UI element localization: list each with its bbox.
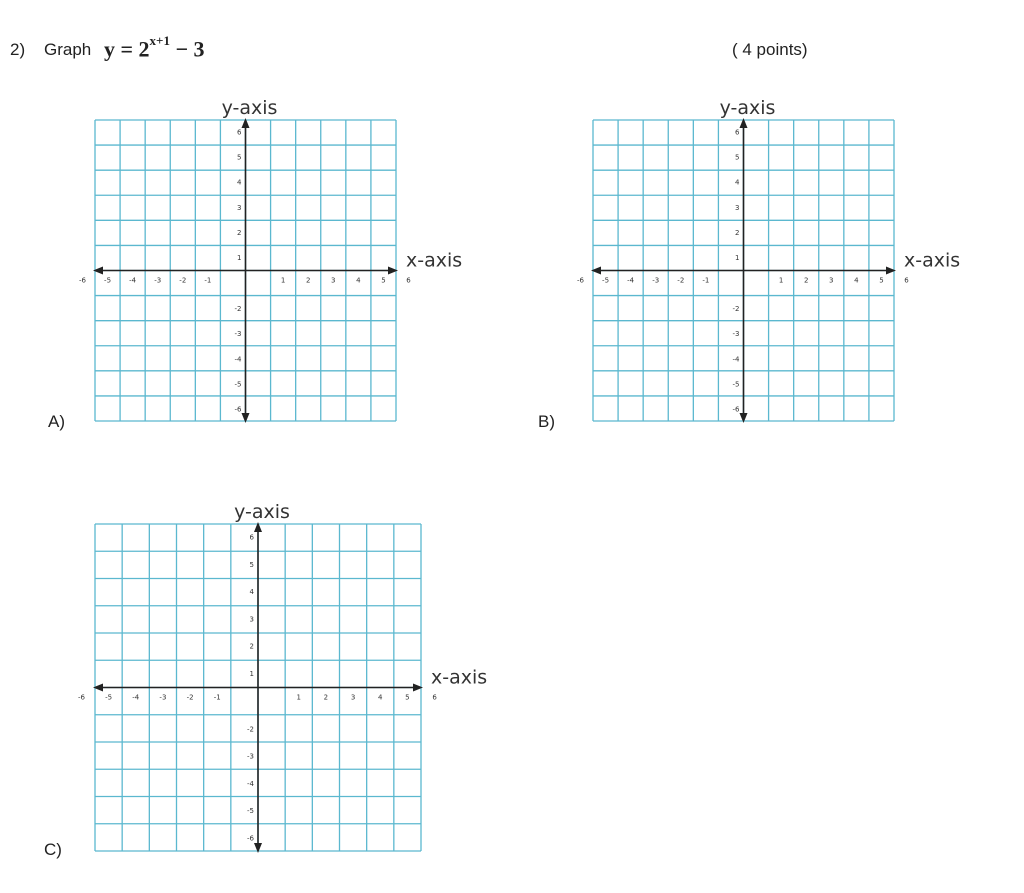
graph-c-x-tick-label: 2	[323, 693, 329, 702]
graph-a-y-tick-label: 1	[237, 253, 242, 262]
graph-a-x-axis-label: x-axis	[406, 249, 463, 272]
graph-c-x-tick-label: 6	[432, 693, 437, 702]
graph-a-y-tick-label: -3	[234, 330, 242, 339]
graph-a-y-tick-label: -4	[234, 355, 242, 364]
graph-a-x-tick-label: -2	[179, 276, 187, 285]
graph-b-y-tick-label: 1	[735, 253, 740, 262]
graph-b-x-tick-label: 3	[829, 276, 834, 285]
equation	[104, 33, 205, 62]
graph-c-x-tick-label: -2	[186, 693, 194, 702]
graph-b-y-tick-label: 6	[735, 128, 740, 137]
graph-c-y-tick-label: -2	[247, 725, 254, 734]
graph-c-y-tick-label: -4	[247, 779, 254, 788]
equation-base: 2	[138, 36, 150, 62]
equation-exponent: x+1	[149, 33, 170, 48]
graph-a-y-tick-label: -2	[234, 305, 242, 314]
graph-b-x-tick-label: -3	[652, 276, 660, 285]
graph-c-x-tick-label: -1	[213, 693, 221, 702]
graph-a-x-tick-label: -6	[78, 276, 86, 285]
question-prompt: Graph	[44, 40, 92, 59]
graph-b[interactable]	[576, 97, 974, 421]
graph-c-y-tick-label: -6	[247, 834, 254, 843]
graph-a-x-tick-label: -5	[104, 276, 112, 285]
points-value: ( 4 points)	[732, 40, 808, 59]
graph-c-x-axis-label: x-axis	[431, 666, 488, 689]
equation-tail: − 3	[175, 36, 205, 62]
graph-b-y-tick-label: 2	[735, 228, 740, 237]
graph-c[interactable]	[77, 501, 501, 851]
graph-b-y-tick-label: -3	[732, 330, 740, 339]
option-b-label: B)	[538, 412, 555, 431]
graph-b-x-tick-label: -2	[677, 276, 685, 285]
graph-c-x-tick-label: -6	[77, 693, 85, 702]
equation-equals: =	[120, 36, 134, 62]
graph-a-x-tick-label: 6	[406, 276, 411, 285]
equation-lhs: y	[104, 36, 115, 62]
graph-c-y-tick-label: 5	[249, 560, 254, 569]
graph-a-y-tick-label: 3	[237, 203, 242, 212]
graph-b-y-tick-label: 4	[735, 178, 740, 187]
graph-b-x-tick-label: -1	[702, 276, 710, 285]
option-c-label: C)	[44, 840, 62, 859]
graph-b-x-tick-label: -5	[602, 276, 610, 285]
graph-a-y-tick-label: -5	[234, 380, 242, 389]
graph-c-y-tick-label: 3	[249, 615, 254, 624]
graph-b-x-tick-label: 6	[904, 276, 909, 285]
graph-c-x-tick-label: 5	[405, 693, 410, 702]
graph-b-x-tick-label: -6	[576, 276, 584, 285]
graph-c-y-tick-label: 4	[249, 588, 254, 597]
graph-b-y-tick-label: 5	[735, 153, 740, 162]
graph-a-x-tick-label: 3	[331, 276, 336, 285]
graph-c-x-tick-label: -3	[159, 693, 167, 702]
graph-a-x-tick-label: 5	[381, 276, 386, 285]
graph-a-x-tick-label: -1	[204, 276, 212, 285]
graph-c-y-tick-label: 1	[249, 669, 254, 678]
graph-a[interactable]	[78, 97, 476, 421]
graph-b-y-axis-label: y-axis	[719, 97, 776, 119]
question-number: 2)	[10, 40, 26, 59]
graph-b-y-tick-label: -2	[732, 305, 740, 314]
graph-a-x-tick-label: -3	[154, 276, 162, 285]
graph-b-y-tick-label: -6	[732, 405, 740, 414]
option-a-label: A)	[48, 412, 65, 431]
graph-b-y-tick-label: 3	[735, 203, 740, 212]
graph-a-y-tick-label: 2	[237, 228, 242, 237]
graph-c-y-tick-label: -3	[247, 752, 254, 761]
graph-b-x-tick-label: 4	[854, 276, 859, 285]
graph-a-x-tick-label: 4	[356, 276, 361, 285]
graph-c-x-tick-label: -5	[105, 693, 113, 702]
graph-c-y-axis-label: y-axis	[234, 501, 290, 523]
graph-c-x-tick-label: -4	[132, 693, 140, 702]
graph-b-y-tick-label: -4	[732, 355, 740, 364]
graph-c-y-tick-label: -5	[247, 807, 254, 816]
graph-a-y-tick-label: 6	[237, 128, 242, 137]
graph-a-y-tick-label: 5	[237, 153, 242, 162]
graph-a-x-tick-label: 2	[305, 276, 311, 285]
graph-b-y-tick-label: -5	[732, 380, 740, 389]
graph-c-x-tick-label: 3	[350, 693, 356, 702]
graph-a-x-tick-label: -4	[129, 276, 137, 285]
graph-c-x-tick-label: 4	[378, 693, 383, 702]
graph-a-y-tick-label: 4	[237, 178, 242, 187]
graph-c-y-tick-label: 6	[249, 533, 254, 542]
graph-b-x-tick-label: 1	[778, 276, 784, 285]
graph-a-x-tick-label: 1	[280, 276, 286, 285]
graph-b-x-tick-label: 5	[879, 276, 884, 285]
graph-a-y-axis-label: y-axis	[221, 97, 278, 119]
graph-c-x-tick-label: 1	[296, 693, 301, 702]
graph-b-x-tick-label: -4	[627, 276, 635, 285]
graph-a-y-tick-label: -6	[234, 405, 242, 414]
graph-b-x-axis-label: x-axis	[904, 249, 961, 272]
graph-b-x-tick-label: 2	[803, 276, 809, 285]
graph-c-y-tick-label: 2	[249, 642, 254, 651]
